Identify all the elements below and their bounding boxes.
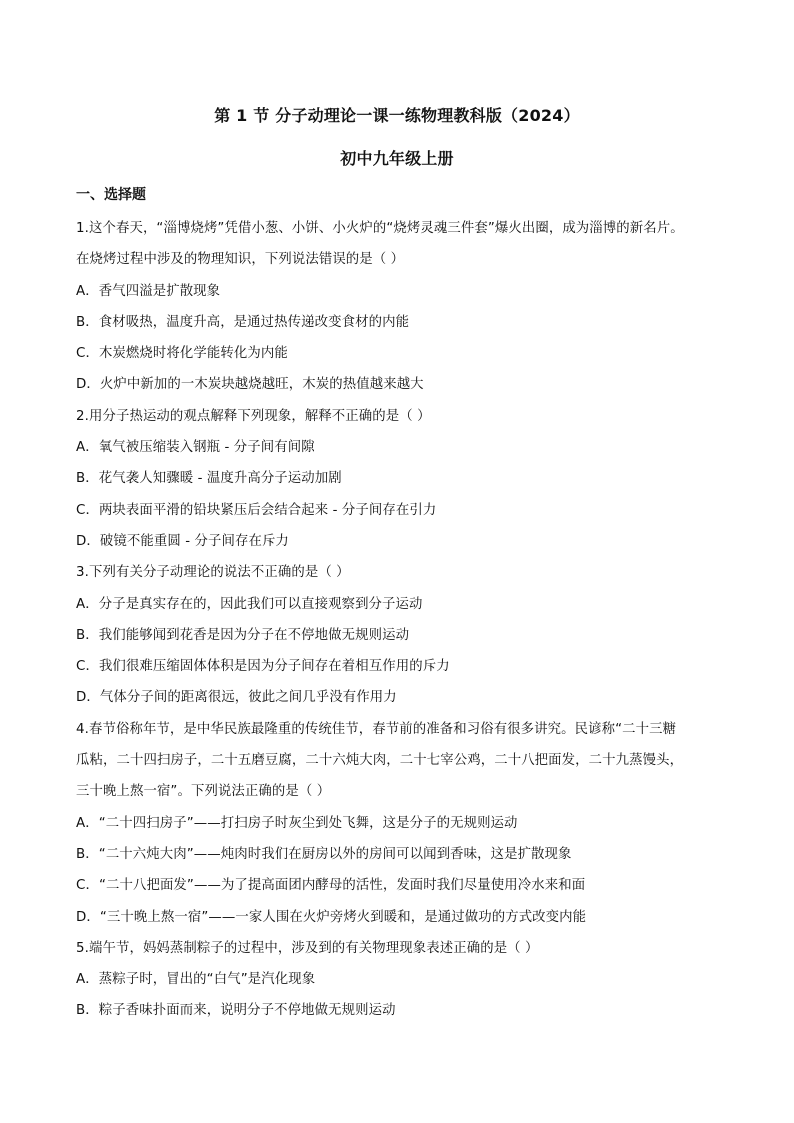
question-list (76, 213, 776, 1027)
question-3-option-c: C．我们很难压缩固体体积是因为分子间存在着相互作用的斥力 (76, 659, 450, 675)
question-5-option-b: B．粽子香味扑面而来，说明分子不停地做无规则运动 (76, 1003, 396, 1019)
question-4-option-d: D．“三十晚上熬一宿”——一家人围在火炉旁烤火到暖和，是通过做功的方式改变内能 (76, 909, 587, 925)
question-1-option-c: C．木炭燃烧时将化学能转化为内能 (76, 346, 288, 362)
question-4-option-b: B．“二十六炖大肉”——炖肉时我们在厨房以外的房间可以闻到香味，这是扩散现象 (76, 846, 572, 862)
question-3-option-b: B．我们能够闻到花香是因为分子在不停地做无规则运动 (76, 627, 410, 643)
question-5 (76, 933, 776, 1027)
question-1-option-d: D．火炉中新加的一木炭块越烧越旺，木炭的热值越来越大 (76, 377, 424, 393)
question-4-stem-line-3: 三十晚上熬一宿”。下列说法正确的是（ ） (76, 784, 331, 800)
question-5-option-a: A．蒸粽子时，冒出的“白气”是汽化现象 (76, 972, 316, 988)
question-1-option-a: A．香气四溢是扩散现象 (76, 283, 221, 299)
question-3-option-d: D．气体分子间的距离很远，彼此之间几乎没有作用力 (76, 690, 397, 706)
question-2-stem-line-1: 2.用分子热运动的观点解释下列现象，解释不正确的是（ ） (76, 408, 431, 424)
question-4 (76, 714, 776, 933)
question-4-stem-line-2: 瓜粘，二十四扫房子，二十五磨豆腐，二十六炖大肉，二十七宰公鸡，二十八把面发，二十九蒸馒头， (76, 753, 684, 769)
question-5-stem-line-1: 5.端午节，妈妈蒸制粽子的过程中，涉及到的有关物理现象表述正确的是（ ） (76, 940, 539, 956)
question-3-option-a: A．分子是真实存在的，因此我们可以直接观察到分子运动 (76, 596, 423, 612)
question-1-stem-line-2: 在烧烤过程中涉及的物理知识，下列说法错误的是（ ） (76, 252, 405, 268)
question-4-stem-line-1: 4.春节俗称年节，是中华民族最隆重的传统佳节，春节前的准备和习俗有很多讲究。民谚称“二十三糖 (76, 721, 677, 737)
question-2-option-d: D．破镜不能重圆 - 分子间存在斥力 (76, 533, 289, 549)
question-1 (76, 213, 776, 401)
question-2-option-c: C．两块表面平滑的铅块紧压后会结合起来 - 分子间存在引力 (76, 502, 437, 518)
question-4-option-c: C．“二十八把面发”——为了提高面团内酵母的活性，发面时我们尽量使用冷水来和面 (76, 878, 586, 894)
question-2 (76, 401, 776, 557)
question-4-option-a: A．“二十四扫房子”——打扫房子时灰尘到处飞舞，这是分子的无规则运动 (76, 815, 518, 831)
section-heading: 一、选择题 (76, 187, 146, 203)
question-1-option-b: B．食材吸热，温度升高，是通过热传递改变食材的内能 (76, 314, 410, 330)
document-subtitle: 初中九年级上册 (340, 149, 454, 168)
question-1-stem-line-1: 1.这个春天，“淄博烧烤”凭借小葱、小饼、小火炉的“烧烤灵魂三件套”爆火出圈，成为淄博的新名片。 (76, 221, 684, 236)
question-2-option-a: A．氧气被压缩装入钢瓶 - 分子间有间隙 (76, 440, 315, 456)
question-2-option-b: B．花气袭人知骤暖 - 温度升高分子运动加剧 (76, 471, 342, 487)
question-3-stem-line-1: 3.下列有关分子动理论的说法不正确的是（ ） (76, 565, 350, 581)
question-3 (76, 557, 776, 713)
document-title: 第 1 节 分子动理论一课一练物理教科版（2024） (214, 106, 580, 125)
